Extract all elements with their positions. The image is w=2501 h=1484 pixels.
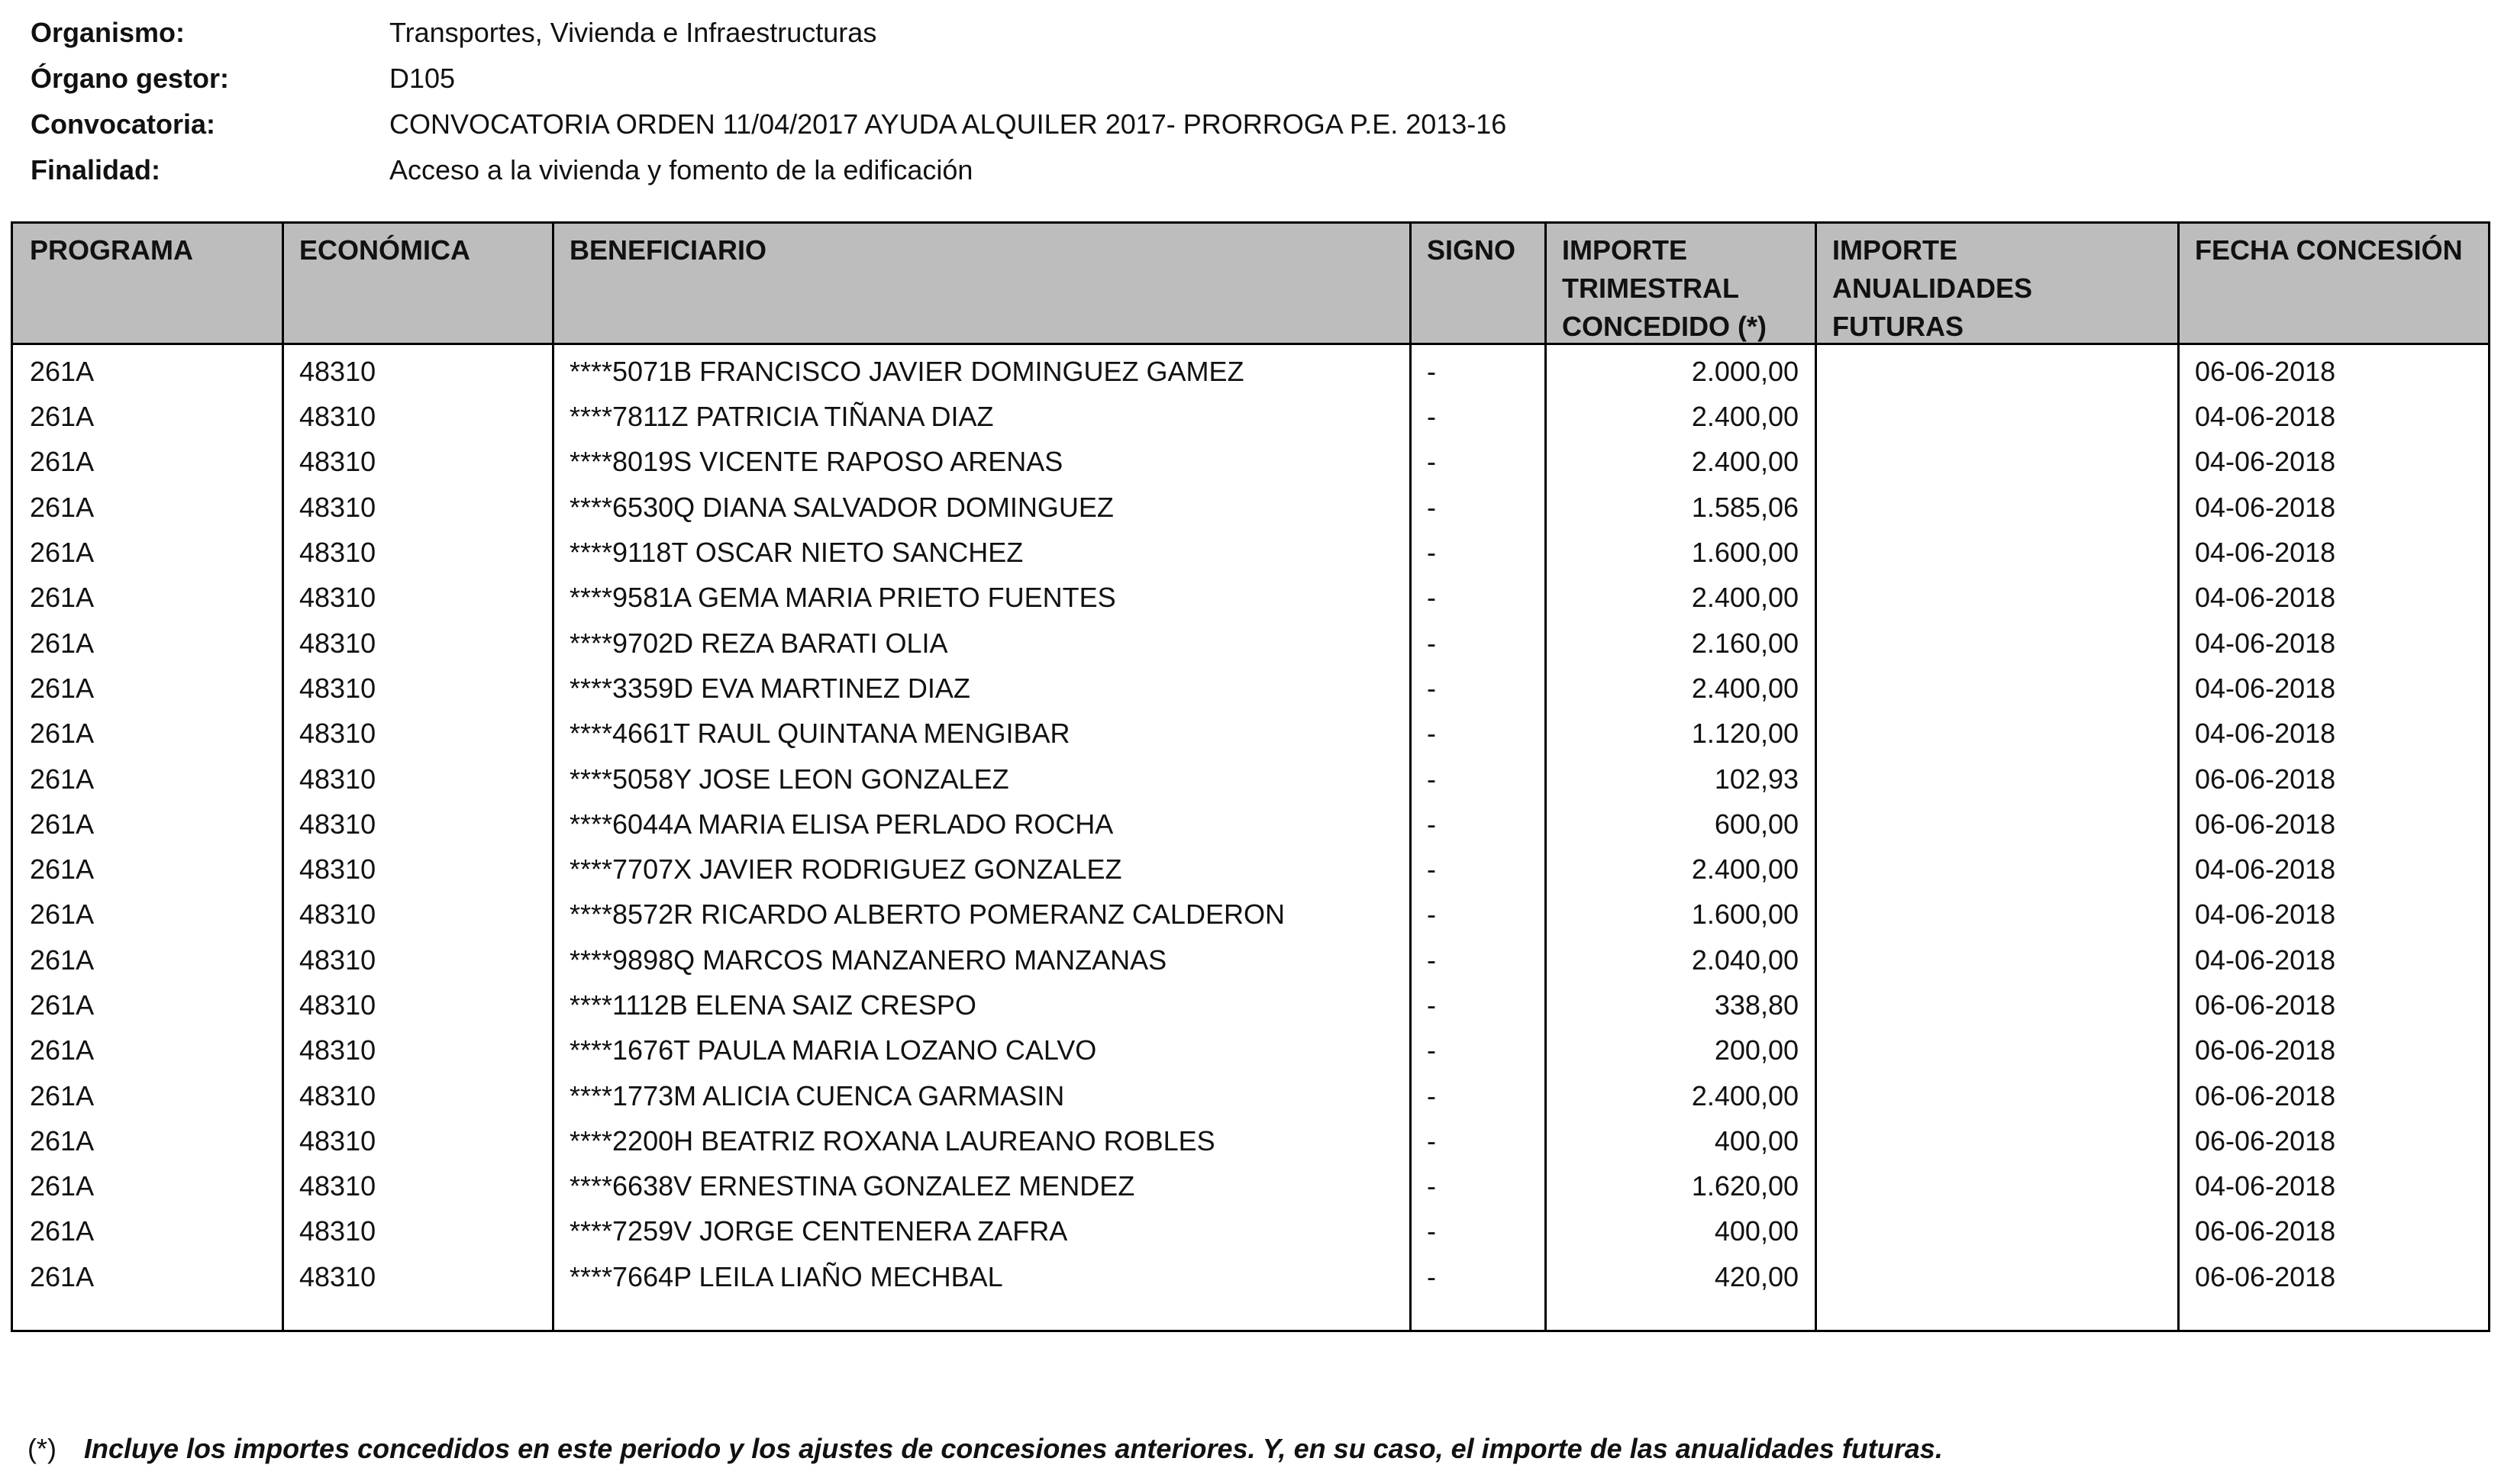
- cell-importe-trimestral: 600,00: [1714, 808, 1799, 840]
- cell-fecha-concesion: 04-06-2018: [2195, 582, 2336, 614]
- cell-importe-trimestral: 2.040,00: [1691, 944, 1799, 976]
- cell-beneficiario: ****1773M ALICIA CUENCA GARMASIN: [570, 1079, 1065, 1111]
- info-value: Transportes, Vivienda e Infraestructuras: [389, 17, 877, 48]
- cell-fecha-concesion: 04-06-2018: [2195, 718, 2336, 750]
- cell-importe-trimestral: 2.400,00: [1691, 672, 1799, 704]
- cell-signo: -: [1427, 491, 1436, 523]
- cell-importe-trimestral: 1.585,06: [1691, 491, 1799, 523]
- cell-signo: -: [1427, 627, 1436, 659]
- cell-anualidades-futuras: [1815, 575, 2178, 620]
- table-header-row: [13, 224, 2488, 346]
- table-row: [13, 1073, 2488, 1118]
- cell-programa: 261A: [30, 537, 95, 569]
- cell-signo: -: [1427, 718, 1436, 750]
- cell-economica: 48310: [299, 718, 376, 750]
- cell-importe-trimestral: 2.400,00: [1691, 1079, 1799, 1111]
- column-header-economica: ECONÓMICA: [299, 234, 470, 266]
- cell-importe-trimestral: 1.120,00: [1691, 718, 1799, 750]
- cell-economica: 48310: [299, 763, 376, 795]
- cell-importe-trimestral: 400,00: [1714, 1124, 1799, 1157]
- cell-fecha-concesion: 04-06-2018: [2195, 537, 2336, 569]
- info-value: Acceso a la vivienda y fomento de la edificación: [389, 154, 973, 186]
- cell-programa: 261A: [30, 582, 95, 614]
- cell-anualidades-futuras: [1815, 937, 2178, 982]
- cell-beneficiario: ****6044A MARIA ELISA PERLADO ROCHA: [570, 808, 1114, 840]
- cell-beneficiario: ****5058Y JOSE LEON GONZALEZ: [570, 763, 1009, 795]
- footnote-mark: (*): [27, 1433, 56, 1464]
- cell-beneficiario: ****3359D EVA MARTINEZ DIAZ: [570, 672, 970, 704]
- cell-signo: -: [1427, 898, 1436, 931]
- cell-programa: 261A: [30, 491, 95, 523]
- column-header-anualidades-futuras: IMPORTE ANUALIDADES FUTURAS: [1832, 234, 2033, 342]
- cell-beneficiario: ****4661T RAUL QUINTANA MENGIBAR: [570, 718, 1070, 750]
- cell-signo: -: [1427, 989, 1436, 1021]
- table-row: [13, 485, 2488, 530]
- cell-anualidades-futuras: [1815, 346, 2178, 394]
- cell-programa: 261A: [30, 672, 95, 704]
- cell-fecha-concesion: 04-06-2018: [2195, 627, 2336, 659]
- cell-beneficiario: ****9118T OSCAR NIETO SANCHEZ: [570, 537, 1024, 569]
- cell-programa: 261A: [30, 1079, 95, 1111]
- cell-programa: 261A: [30, 1260, 95, 1292]
- cell-economica: 48310: [299, 356, 376, 387]
- cell-programa: 261A: [30, 1124, 95, 1157]
- cell-anualidades-futuras: [1815, 1163, 2178, 1208]
- cell-importe-trimestral: 102,93: [1714, 763, 1799, 795]
- cell-economica: 48310: [299, 898, 376, 931]
- cell-importe-trimestral: 2.400,00: [1691, 401, 1799, 433]
- cell-fecha-concesion: 06-06-2018: [2195, 1079, 2336, 1111]
- footnote-text: Incluye los importes concedidos en este periodo y los ajustes de concesiones anteriores. Y, en su caso, el importe de las anualidades futuras.: [84, 1433, 1943, 1464]
- cell-beneficiario: ****7664P LEILA LIAÑO MECHBAL: [570, 1260, 1003, 1292]
- cell-programa: 261A: [30, 763, 95, 795]
- cell-fecha-concesion: 06-06-2018: [2195, 808, 2336, 840]
- info-label: Finalidad:: [31, 154, 160, 186]
- cell-importe-trimestral: 200,00: [1714, 1034, 1799, 1066]
- cell-fecha-concesion: 04-06-2018: [2195, 672, 2336, 704]
- cell-signo: -: [1427, 1034, 1436, 1066]
- cell-anualidades-futuras: [1815, 892, 2178, 937]
- cell-beneficiario: ****8572R RICARDO ALBERTO POMERANZ CALDERON: [570, 898, 1285, 931]
- cell-anualidades-futuras: [1815, 1073, 2178, 1118]
- cell-importe-trimestral: 1.600,00: [1691, 537, 1799, 569]
- cell-importe-trimestral: 420,00: [1714, 1260, 1799, 1292]
- info-row-organismo: [31, 11, 2474, 56]
- cell-programa: 261A: [30, 853, 95, 886]
- cell-fecha-concesion: 04-06-2018: [2195, 401, 2336, 433]
- column-header-importe-trimestral: IMPORTE TRIMESTRAL CONCEDIDO (*): [1562, 234, 1767, 342]
- cell-beneficiario: ****9581A GEMA MARIA PRIETO FUENTES: [570, 582, 1116, 614]
- cell-programa: 261A: [30, 356, 95, 387]
- cell-signo: -: [1427, 356, 1436, 387]
- cell-programa: 261A: [30, 1215, 95, 1247]
- info-value: D105: [389, 63, 456, 94]
- table-row: [13, 575, 2488, 620]
- cell-beneficiario: ****1112B ELENA SAIZ CRESPO: [570, 989, 976, 1021]
- info-label: Órgano gestor:: [31, 63, 230, 94]
- cell-anualidades-futuras: [1815, 711, 2178, 756]
- table-row: [13, 937, 2488, 982]
- cell-programa: 261A: [30, 1034, 95, 1066]
- cell-beneficiario: ****8019S VICENTE RAPOSO ARENAS: [570, 446, 1063, 478]
- cell-beneficiario: ****7707X JAVIER RODRIGUEZ GONZALEZ: [570, 853, 1122, 886]
- table-row: [13, 394, 2488, 439]
- cell-programa: 261A: [30, 989, 95, 1021]
- cell-beneficiario: ****7811Z PATRICIA TIÑANA DIAZ: [570, 401, 994, 433]
- cell-beneficiario: ****7259V JORGE CENTENERA ZAFRA: [570, 1215, 1068, 1247]
- cell-programa: 261A: [30, 808, 95, 840]
- table-row: [13, 530, 2488, 575]
- cell-importe-trimestral: 1.600,00: [1691, 898, 1799, 931]
- cell-economica: 48310: [299, 401, 376, 433]
- cell-economica: 48310: [299, 1260, 376, 1292]
- cell-signo: -: [1427, 853, 1436, 886]
- column-header-signo: SIGNO: [1427, 234, 1516, 266]
- cell-signo: -: [1427, 401, 1436, 433]
- cell-economica: 48310: [299, 1124, 376, 1157]
- cell-fecha-concesion: 06-06-2018: [2195, 1034, 2336, 1066]
- table-row: [13, 1118, 2488, 1163]
- table-row: [13, 847, 2488, 892]
- cell-economica: 48310: [299, 944, 376, 976]
- cell-importe-trimestral: 400,00: [1714, 1215, 1799, 1247]
- cell-economica: 48310: [299, 1215, 376, 1247]
- cell-anualidades-futuras: [1815, 620, 2178, 665]
- cell-signo: -: [1427, 1170, 1436, 1202]
- cell-programa: 261A: [30, 1170, 95, 1202]
- table-row: [13, 439, 2488, 484]
- cell-fecha-concesion: 04-06-2018: [2195, 446, 2336, 478]
- cell-beneficiario: ****2200H BEATRIZ ROXANA LAUREANO ROBLES: [570, 1124, 1215, 1157]
- cell-economica: 48310: [299, 672, 376, 704]
- header-info: [31, 11, 2474, 194]
- table-row: [13, 1208, 2488, 1253]
- cell-signo: -: [1427, 808, 1436, 840]
- cell-anualidades-futuras: [1815, 394, 2178, 439]
- cell-signo: -: [1427, 446, 1436, 478]
- cell-signo: -: [1427, 944, 1436, 976]
- table-row: [13, 666, 2488, 711]
- cell-anualidades-futuras: [1815, 756, 2178, 801]
- cell-programa: 261A: [30, 446, 95, 478]
- cell-anualidades-futuras: [1815, 802, 2178, 847]
- cell-fecha-concesion: 04-06-2018: [2195, 853, 2336, 886]
- cell-fecha-concesion: 06-06-2018: [2195, 356, 2336, 387]
- info-row-finalidad: [31, 148, 2474, 194]
- cell-beneficiario: ****5071B FRANCISCO JAVIER DOMINGUEZ GAMEZ: [570, 356, 1244, 387]
- cell-importe-trimestral: 2.400,00: [1691, 446, 1799, 478]
- cell-signo: -: [1427, 763, 1436, 795]
- info-row-organo-gestor: [31, 56, 2474, 102]
- table-row: [13, 892, 2488, 937]
- cell-importe-trimestral: 2.400,00: [1691, 582, 1799, 614]
- cell-signo: -: [1427, 672, 1436, 704]
- cell-fecha-concesion: 04-06-2018: [2195, 491, 2336, 523]
- table-body: [13, 346, 2488, 1299]
- cell-importe-trimestral: 1.620,00: [1691, 1170, 1799, 1202]
- cell-anualidades-futuras: [1815, 485, 2178, 530]
- cell-beneficiario: ****9898Q MARCOS MANZANERO MANZANAS: [570, 944, 1167, 976]
- table-row: [13, 982, 2488, 1028]
- table-row: [13, 802, 2488, 847]
- column-header-fecha-concesion: FECHA CONCESIÓN: [2195, 234, 2463, 266]
- cell-programa: 261A: [30, 898, 95, 931]
- cell-programa: 261A: [30, 627, 95, 659]
- cell-anualidades-futuras: [1815, 530, 2178, 575]
- table-row: [13, 711, 2488, 756]
- cell-economica: 48310: [299, 1034, 376, 1066]
- cell-economica: 48310: [299, 853, 376, 886]
- cell-importe-trimestral: 2.000,00: [1691, 356, 1799, 387]
- cell-signo: -: [1427, 537, 1436, 569]
- cell-fecha-concesion: 06-06-2018: [2195, 1260, 2336, 1292]
- cell-anualidades-futuras: [1815, 847, 2178, 892]
- cell-economica: 48310: [299, 446, 376, 478]
- cell-economica: 48310: [299, 989, 376, 1021]
- cell-importe-trimestral: 338,80: [1714, 989, 1799, 1021]
- cell-economica: 48310: [299, 537, 376, 569]
- info-row-convocatoria: [31, 102, 2474, 148]
- footnote: [27, 1432, 1943, 1466]
- info-label: Convocatoria:: [31, 108, 216, 140]
- cell-economica: 48310: [299, 627, 376, 659]
- table-row: [13, 346, 2488, 394]
- column-header-beneficiario: BENEFICIARIO: [570, 234, 767, 266]
- info-value: CONVOCATORIA ORDEN 11/04/2017 AYUDA ALQUILER 2017- PRORROGA P.E. 2013-16: [389, 108, 1507, 140]
- grants-table: [13, 224, 2488, 1299]
- cell-economica: 48310: [299, 1079, 376, 1111]
- cell-signo: -: [1427, 1124, 1436, 1157]
- cell-importe-trimestral: 2.160,00: [1691, 627, 1799, 659]
- table-row: [13, 756, 2488, 801]
- cell-economica: 48310: [299, 808, 376, 840]
- cell-fecha-concesion: 04-06-2018: [2195, 944, 2336, 976]
- cell-fecha-concesion: 06-06-2018: [2195, 1215, 2336, 1247]
- cell-economica: 48310: [299, 582, 376, 614]
- cell-signo: -: [1427, 1260, 1436, 1292]
- table-row: [13, 620, 2488, 665]
- cell-economica: 48310: [299, 1170, 376, 1202]
- cell-importe-trimestral: 2.400,00: [1691, 853, 1799, 886]
- cell-signo: -: [1427, 1079, 1436, 1111]
- cell-anualidades-futuras: [1815, 439, 2178, 484]
- cell-programa: 261A: [30, 401, 95, 433]
- cell-anualidades-futuras: [1815, 1208, 2178, 1253]
- cell-beneficiario: ****1676T PAULA MARIA LOZANO CALVO: [570, 1034, 1097, 1066]
- grants-table-frame: [11, 221, 2490, 1332]
- cell-fecha-concesion: 04-06-2018: [2195, 1170, 2336, 1202]
- cell-fecha-concesion: 06-06-2018: [2195, 763, 2336, 795]
- cell-fecha-concesion: 06-06-2018: [2195, 989, 2336, 1021]
- cell-programa: 261A: [30, 718, 95, 750]
- column-header-programa: PROGRAMA: [30, 234, 193, 266]
- cell-beneficiario: ****6638V ERNESTINA GONZALEZ MENDEZ: [570, 1170, 1135, 1202]
- cell-anualidades-futuras: [1815, 1254, 2178, 1299]
- cell-economica: 48310: [299, 491, 376, 523]
- table-row: [13, 1163, 2488, 1208]
- cell-beneficiario: ****9702D REZA BARATI OLIA: [570, 627, 948, 659]
- cell-anualidades-futuras: [1815, 666, 2178, 711]
- table-row: [13, 1028, 2488, 1073]
- info-label: Organismo:: [31, 17, 186, 48]
- cell-anualidades-futuras: [1815, 982, 2178, 1028]
- table-row: [13, 1254, 2488, 1299]
- cell-beneficiario: ****6530Q DIANA SALVADOR DOMINGUEZ: [570, 491, 1114, 523]
- cell-fecha-concesion: 04-06-2018: [2195, 898, 2336, 931]
- cell-anualidades-futuras: [1815, 1118, 2178, 1163]
- cell-anualidades-futuras: [1815, 1028, 2178, 1073]
- cell-signo: -: [1427, 1215, 1436, 1247]
- cell-fecha-concesion: 06-06-2018: [2195, 1124, 2336, 1157]
- cell-signo: -: [1427, 582, 1436, 614]
- cell-programa: 261A: [30, 944, 95, 976]
